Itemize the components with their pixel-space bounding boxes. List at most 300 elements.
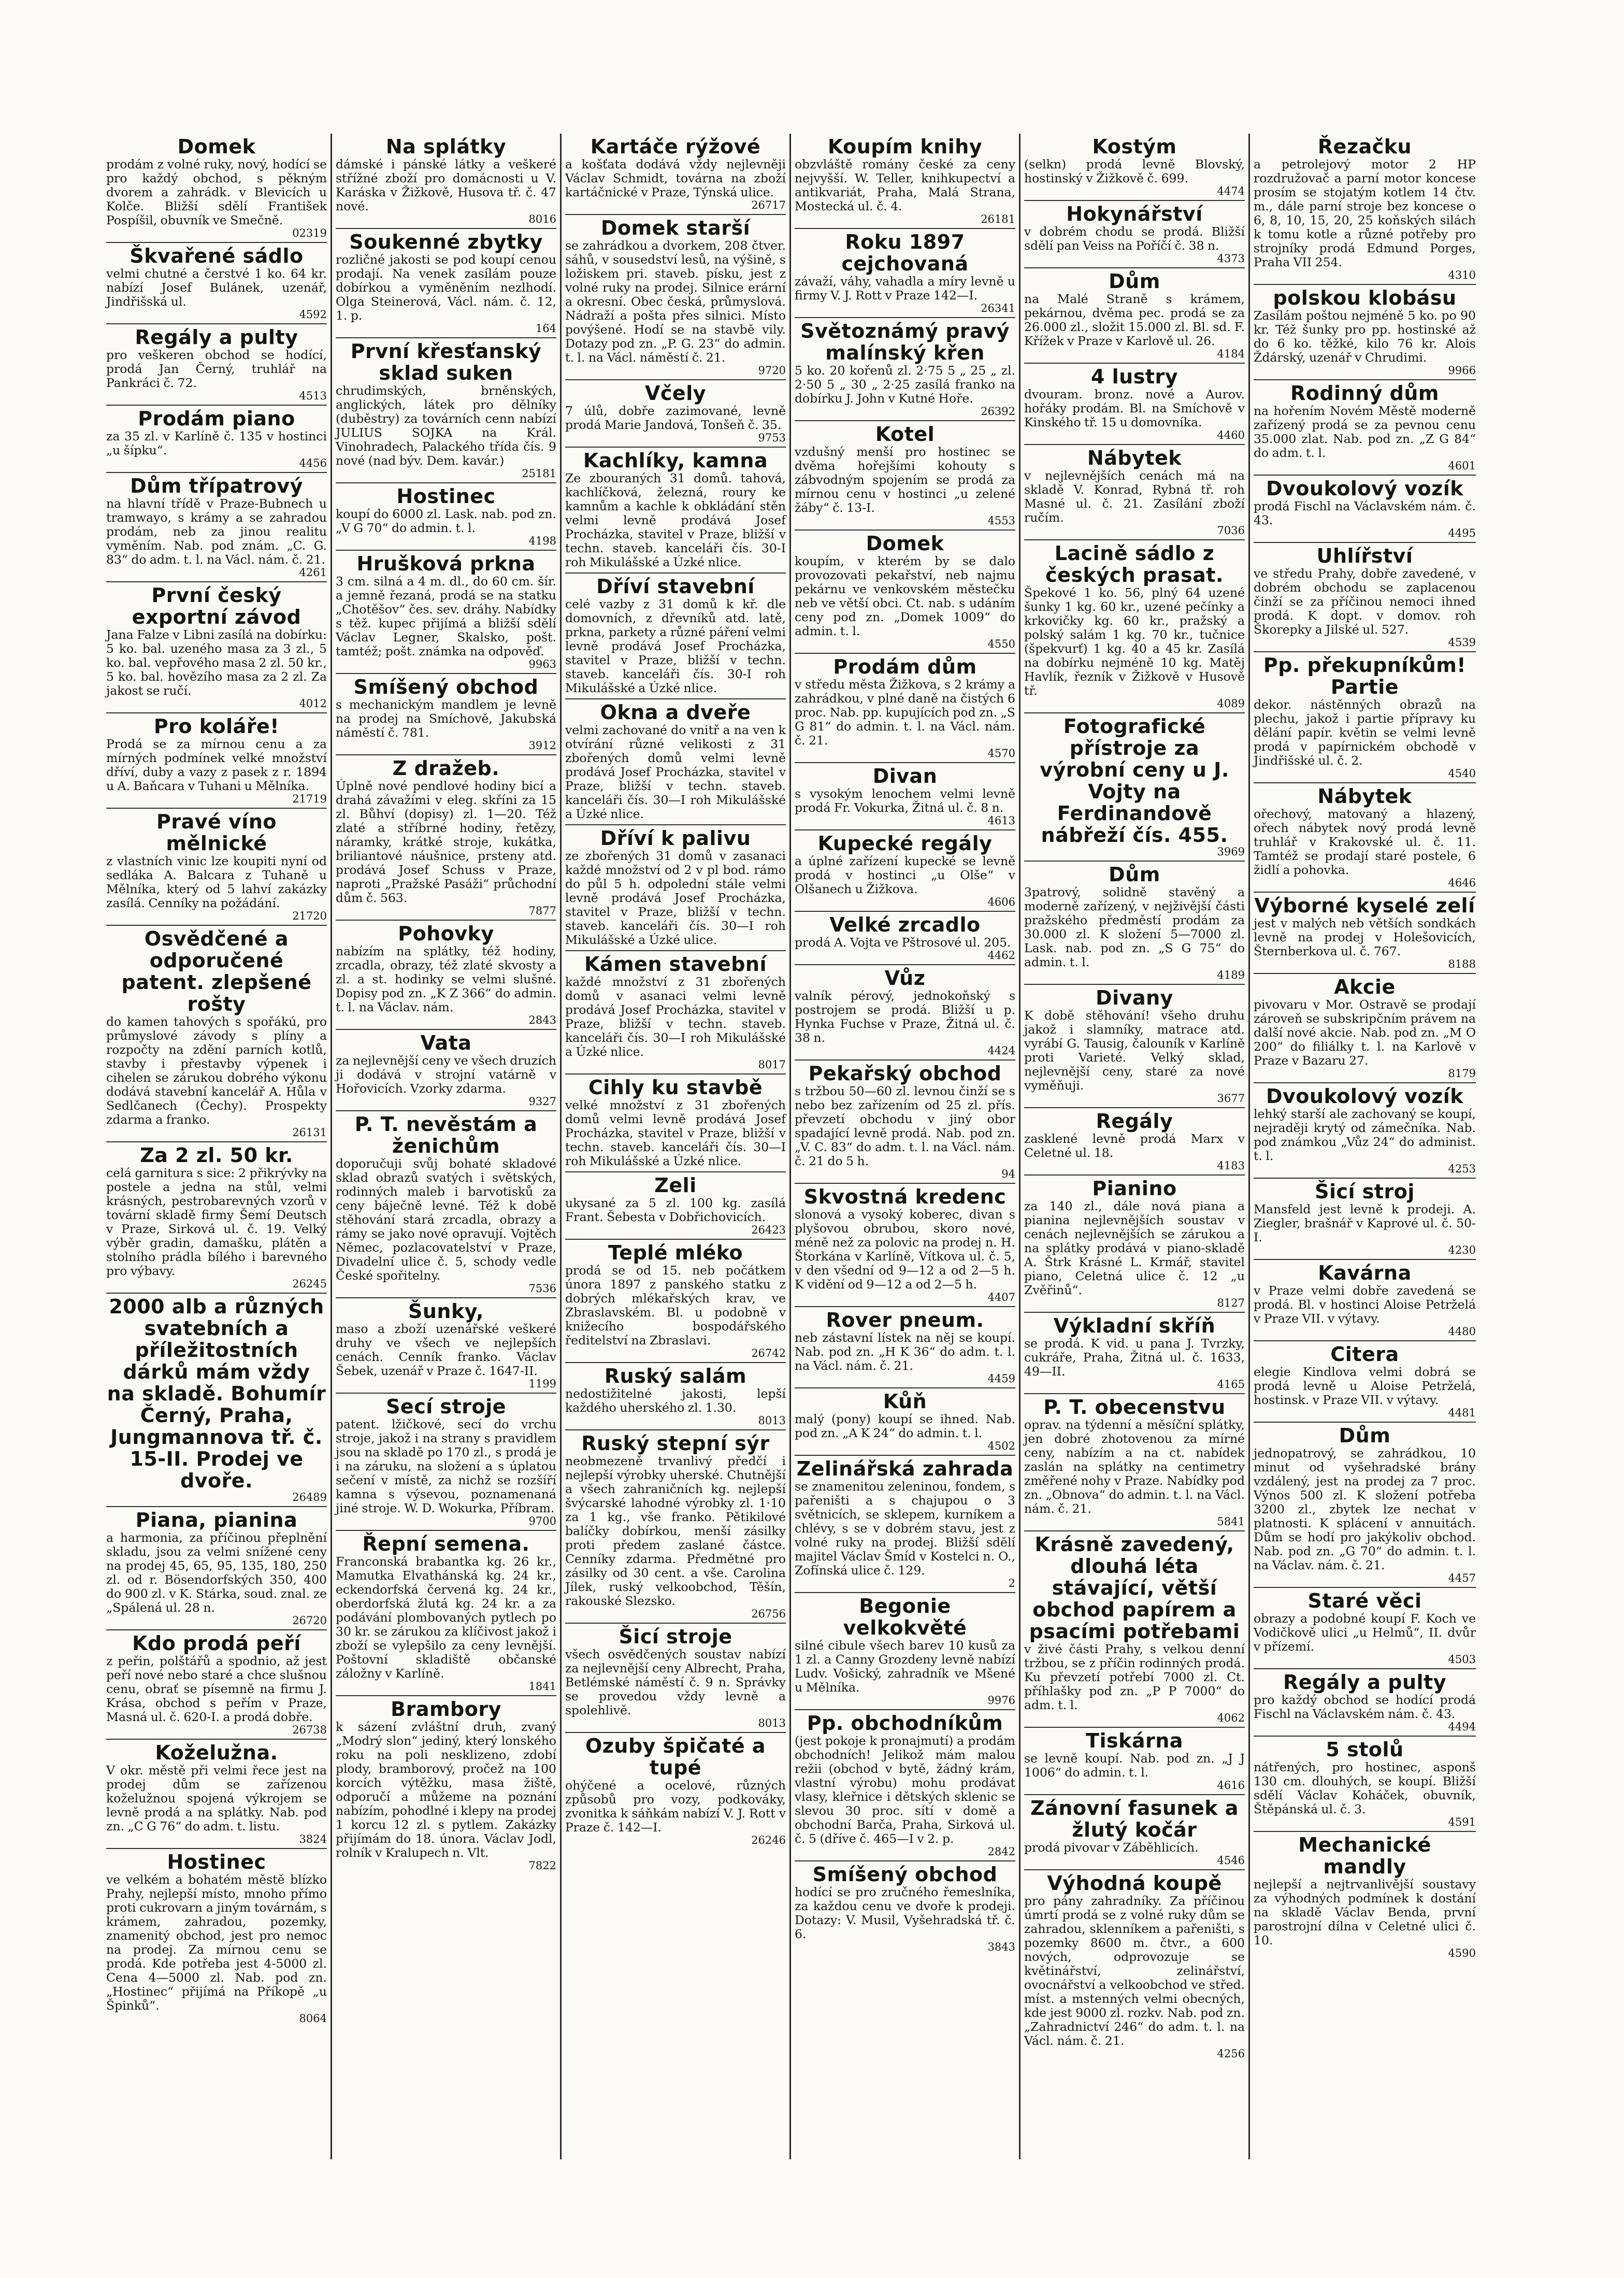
classified-ad	[106, 713, 327, 809]
ad-number: 4474	[1217, 185, 1245, 197]
classified-ad	[106, 1849, 327, 2027]
ad-text: hodící se pro zručného řemeslníka, za každou cenu ve dvoře k prodeji. Dotazy: V. Musil, Vyšehradská tř. č. 6.	[795, 1885, 1015, 1941]
ad-text: dvouram. bronz. nové a Aurov. hořáky prodám. Bl. na Smíchově v Kinského tř. 15 u domovníka.	[1024, 387, 1245, 429]
ad-text: z vlastních vinic lze koupiti nyní od sedláka A. Balcara z Tuhaně u Mělníka, který od 5 lahví zakázky zasílá. Cenníky na požádání.	[106, 854, 327, 910]
ad-number: 4503	[1448, 1653, 1476, 1666]
classified-ad	[336, 551, 556, 674]
classified-ad	[795, 1861, 1015, 1956]
ad-text: slonová a vysoký koberec, divan s plyšovou obrubou, skoro nové, méně než za polovic na prodej n. H. Štorkána v Karlíně, Vítkova ul. č. 5, v den všední od 9—12 a od 2—5 h. K vidění od 9—12 a od 2—5 h.	[795, 1207, 1015, 1292]
classified-ad	[336, 229, 556, 338]
ad-number: 4459	[987, 1372, 1015, 1385]
ad-text: pro pány zahradníky. Za příčinou úmrtí prodá se z volné ruky dům se zahradou, sklenníkem a pařeništi, s pozemky 8600 m. čtvr., a 600 nových, odprovozuje se květinářství, zelinářství, ovocnářství a velkoobchod ve střed. míst. a mstenných velmi obecných, kde jest 9000 zl. rozkv. Nab. pod zn. „Zahradnictví 246“ do adm. t. l. na Václ. nám. č. 21.	[1024, 1894, 1245, 2048]
ad-text: nedostižitelné jakosti, lepší každého uherského zl. 1.30.	[565, 1386, 786, 1415]
ad-text: se prodá. K vid. u pana J. Tvrzky, cukráře, Praha, Žitná ul. č. 1633, 49—II.	[1024, 1336, 1245, 1379]
ad-number: 02319	[292, 227, 327, 239]
ad-number: 4256	[1217, 2047, 1245, 2060]
ad-heading: Světoznámý pravý malínský křen	[800, 320, 1010, 364]
ad-text: Ze zbouraných 31 domů. tahová, kachlíčková, železná, roury ke kamnům a kachle k obkládání stěn velmi levně prodává Josef Procházka, stavitel v Praze, bližší v techn. staveb. kanceláři čís. 30-I roh Mikulášské a Úzké nlice.	[565, 471, 786, 569]
classified-ad	[1024, 364, 1245, 445]
classified-ad	[795, 912, 1015, 965]
classified-ad	[336, 1298, 556, 1394]
ad-text: všech osvědčených soustav nabízí za nejlevnější ceny Albrecht, Praha, Betlémské náměstí č. 9 n. Správky se provedou vždy levně a spolehlivě.	[565, 1647, 786, 1717]
ad-heading: Ozuby špičaté a tupé	[585, 1735, 766, 1779]
ad-heading: Smíšený obchod	[353, 676, 539, 698]
ad-number: 3843	[987, 1941, 1015, 1953]
ad-number: 4591	[1448, 1816, 1476, 1828]
ad-text: lehký starší ale zachovaný se koupí, nejraději krytý od zámečníka. Nab. pod známkou „Vůz 24“ do administ. t. l.	[1254, 1107, 1476, 1163]
ad-number: 26341	[981, 302, 1015, 314]
classified-ad	[1254, 1423, 1476, 1588]
ad-text: obzvláště romány české za ceny nejvyšší. W. Teller, knihkupectví a antikvariát, Praha, Malá Strana, Mostecká ul. č. 4.	[795, 157, 1015, 213]
ad-heading: Velké zrcadlo	[829, 913, 981, 936]
ad-number: 8013	[758, 1717, 786, 1729]
ad-heading: Zeli	[654, 1174, 697, 1197]
classified-ad	[106, 243, 327, 324]
ad-heading: Hokynářství	[1066, 203, 1203, 225]
ad-heading: Kartáče rýžové	[590, 135, 761, 158]
ad-heading: P. T. obecenstvu	[1043, 1396, 1226, 1419]
ad-column-2	[332, 134, 562, 2159]
classified-ad	[565, 1074, 786, 1172]
classified-ad	[1024, 985, 1245, 1108]
ad-heading: Ruský salám	[604, 1365, 747, 1387]
ad-number: 4546	[1217, 1854, 1245, 1867]
ad-heading: Roku 1897 cejchovaná	[841, 231, 969, 275]
ad-text: velmi chutné a čerstvé 1 ko. 64 kr. nabízí Josef Bulánek, uzenář, Jindřišská ul.	[106, 266, 327, 309]
ad-number: 4606	[987, 896, 1015, 908]
ad-number: 4198	[528, 535, 556, 547]
ad-text: celé vazby z 31 domů k kř. dle domovních, z dřevníků atd. latě, prkna, parkety a různé páření velmi levně prodává Josef Procházka, stavitel v Praze, bližší v techn. staveb. kanceláři čís. 30-I roh Mikulášské a Úzké nlice.	[565, 597, 786, 695]
classified-ad	[1024, 1313, 1245, 1394]
ad-text: jednopatrový, se zahrádkou, 10 minut od vyšehradské brány vzdálený, jest na prodej za 7 proc. Výnos 500 zl. K složení potřeba 3200 zl., zbytek lze nechat v platnosti. K splácení v annuitách. Dům se hodí pro jakýkoliv obchod. Nab. pod zn. „G 70“ do admin. t. l. na Václav. nám. č. 21.	[1254, 1446, 1476, 1572]
ad-heading: Nábytek	[1317, 785, 1412, 808]
ad-number: 26246	[751, 1834, 786, 1846]
ad-text: K době stěhování! všeho druhu jakož i slamníky, matrace atd. vyrábí G. Tausig, čalouník v Karlíně proti Varieté. Velký sklad, nejlevnější ceny, staré za nové vyměňuji.	[1024, 1008, 1245, 1093]
classified-ad	[565, 1240, 786, 1363]
classified-ad	[336, 134, 556, 229]
ad-text: 3patrový, solidně stavěný a moderně zařízený, v nejživější části pražského předměstí prodám za 30.000 zl. K složení 5—7000 zl. Lask. nab. pod zn. „S G 75“ do admin. t. l.	[1024, 885, 1245, 969]
ad-text: do kamen tahových s spořákú, pro průmyslové závody s plíny a rozpočty na zdění parních kotlů, stavby i přestavby výpenek i cihelen se zárukou dobrého výkonu dodává stavební kancelář A. Hůla v Sedlčanech (Čechy). Prospekty zdarma a franko.	[106, 1014, 327, 1127]
ad-heading: Domek	[177, 135, 256, 158]
ad-heading: Pohovky	[398, 922, 494, 945]
ad-text: v živé části Prahy, s velkou denní tržbou, se z příčin rodinných prodá. Ku převzetí potřebí 7000 zl. Ct. příhlašky pod zn. „P P 7000“ do adm. t. l.	[1024, 1642, 1245, 1712]
ad-heading: Rodinný dům	[1290, 382, 1440, 405]
classified-ad	[1024, 134, 1245, 201]
ad-number: 4373	[1217, 252, 1245, 265]
classified-ad	[565, 825, 786, 951]
ad-heading: Domek starší	[600, 217, 751, 239]
ad-heading: Divany	[1096, 986, 1173, 1009]
classified-ad	[1254, 783, 1476, 893]
classified-ad	[1024, 1176, 1245, 1313]
ad-text: prodá se od 15. neb počátkem února 1897 z panského statku z dobrých mlékařských krav, ve Zbraslavském. Bl. u podobně v knižecího bospodářského ředitelství na Zbraslavi.	[565, 1263, 786, 1348]
ad-heading: Kupecké regály	[817, 832, 993, 855]
ad-number: 4601	[1448, 460, 1476, 472]
ad-number: 4540	[1448, 767, 1476, 780]
ad-text: s mechanickým mandlem je levně na prodej na Smíchově, Jakubská náměstí č. 781.	[336, 697, 556, 740]
ad-text: ve středu Prahy, dobře zavedené, v dobrém obchodu se zaplacenou činží se za příčinou nemoci ihned prodá. K dopt. v domov. roh Škorepky a Jilské ul. 527.	[1254, 566, 1476, 637]
ad-text: a úplné zařízení kupecké se levně prodá v hostinci „u Olše“ v Olšanech u Žižkova.	[795, 854, 1015, 896]
classified-ad	[1024, 445, 1245, 540]
ad-heading: Secí stroje	[386, 1395, 506, 1418]
ad-number: 26720	[292, 1614, 327, 1627]
ad-text: prodám z volné ruky, nový, hodící se pro každý obchod, s pěkným dvorem a zahrádk. v Blevicích u Kolče. Bližší sdělí František Pospíšil, obuvník ve Smečně.	[106, 157, 327, 227]
ad-column-3	[562, 134, 791, 2159]
classified-ad	[106, 1630, 327, 1740]
ad-text: prodá Fischl na Václavském nám. č. 43.	[1254, 499, 1476, 527]
ad-number: 8064	[299, 2012, 327, 2025]
ad-text: za 35 zl. v Karlíně č. 135 v hostinci „u šípku“.	[106, 429, 327, 457]
ad-text: z peřin, polštářů a spodnio, až jest peří nové nebo staré a chce slušnou cenu, obrať se písemně na firmu J. Krása, obchod s peřím v Praze, Masná ul. č. 620-I. a prodá dobře.	[106, 1654, 327, 1724]
ad-number: 164	[535, 322, 556, 335]
ad-heading: Řepní semena.	[362, 1532, 530, 1555]
ad-number: 9720	[758, 364, 786, 377]
ad-number: 3677	[1217, 1092, 1245, 1105]
ad-text: s tržbou 50—60 zl. levnou činží se s nebo bez zařízením od 25 zl. přís. převzetí obchodu v jiný obor spadající levně prodá. Nab. pod zn. „V. C. 83“ do adm. t. l. na Václ. nám. č. 21 do 5 h.	[795, 1084, 1015, 1168]
classified-ad	[795, 965, 1015, 1061]
ad-number: 26717	[751, 199, 786, 211]
classified-ad	[795, 654, 1015, 763]
classified-ad	[1254, 1260, 1476, 1341]
ad-text: Zasílám poštou nejméně 5 ko. po 90 kr. Též šunky pro pp. hostinské až do 6 ko. těžké, kilo 76 kr. Alois Ždárský, uzenář v Chrudimi.	[1254, 308, 1476, 365]
ad-heading: Nábytek	[1087, 447, 1182, 469]
ad-heading: 4 lustry	[1090, 365, 1179, 388]
ad-heading: Teplé mléko	[608, 1241, 743, 1264]
ad-heading: Regály	[1096, 1110, 1173, 1133]
ad-text: maso a zboží uzenářské veškeré druhy ve všech ve nejlepších cenách. Cenník franko. Václav Šebek, uzenář v Praze č. 1647-II.	[336, 1322, 556, 1378]
ad-number: 4494	[1448, 1721, 1476, 1733]
ad-number: 4590	[1448, 1947, 1476, 1959]
ad-number: 8188	[1448, 958, 1476, 970]
ad-heading: Divan	[872, 765, 938, 787]
classified-ad	[565, 1430, 786, 1624]
ad-text: prodá pivovar v Záběhlicích.	[1024, 1840, 1199, 1855]
ad-number: 8017	[758, 1058, 786, 1071]
ad-number: 4613	[987, 814, 1015, 827]
ad-text: 3 cm. silná a 4 m. dl., do 60 cm. šír. a jemně řezaná, prodá se na statku „Chotěšov“ čes. sev. dráhy. Nabídky s těž. kupec přijímá a bližší sdělí Václav Legner, Skalsko, pošt. tamtéž; pošt. známka na odpověď.	[336, 574, 556, 658]
ad-heading: Rover pneum.	[826, 1309, 984, 1331]
classified-ad	[106, 1294, 327, 1507]
ad-heading: Regály a pulty	[1283, 1671, 1446, 1694]
ad-heading: Dům třípatrový	[130, 475, 303, 497]
ad-heading: Pp. obchodníkům	[807, 1712, 1003, 1735]
classified-ad	[106, 926, 327, 1142]
classified-ad	[1254, 543, 1476, 652]
ad-text: za nejlevnější ceny ve všech druzích ji dodává v strojní vatárně v Hořovicích. Vzorky zdarma.	[336, 1053, 556, 1096]
ad-heading: 2000 alb a různých svatebních a příležitostních dárků mám vždy na skladě. Bohumír Černý, Praha, Jungmannova tř. č. 15-II. Prodej ve dvoře.	[107, 1295, 326, 1492]
ad-number: 2842	[987, 1845, 1015, 1858]
ad-heading: Hrušková prkna	[356, 552, 536, 575]
ad-text: v Praze velmi dobře zavedená se prodá. Bl. v hostinci Aloise Petrželá v Praze VII. v výtavy.	[1254, 1283, 1476, 1326]
ad-text: Špekové 1 ko. 56, plný 64 uzené šunky 1 kg. 60 kr., uzené pečínky a krkovičky kg. 60 kr., pražský a polský salám 1 kg. 70 kr., tučnice (špekvurť) 1 kg. 40 a 45 kr. Zasílá na dobírku nejméně 10 kg. Matěj Havlík, řezník v Žižkově v Husově tř.	[1024, 585, 1245, 698]
ad-number: 4230	[1448, 1244, 1476, 1256]
classified-ad	[1024, 1870, 1245, 2062]
ad-text: nátřených, pro hostinec, asponš 130 cm. dlouhých, se koupí. Bližší sdělí Václav Koháček, obuvník, Štěpánská ul. č. 3.	[1254, 1760, 1476, 1816]
classified-ad	[1254, 134, 1476, 285]
classified-ad	[565, 380, 786, 448]
ad-heading: Brambory	[391, 1698, 501, 1721]
classified-ad	[336, 1030, 556, 1111]
ad-heading: Osvědčené a odporučené patent. zlepšené rošty	[121, 927, 312, 1015]
ad-heading: Dům	[1109, 863, 1160, 886]
ad-text: ukysané za 5 zl. 100 kg. zasílá Frant. Šebesta v Dobřichovicích.	[565, 1196, 786, 1224]
ad-text: nejlepší a nejtrvanlivější soustavy za výhodných podmínek k dostání na skladě Václav Benda, první parostrojní dílna v Celetné ulici č. 10.	[1254, 1877, 1476, 1947]
classified-ad	[1254, 1341, 1476, 1423]
classified-ad	[1024, 540, 1245, 713]
ad-text: pro veškeren obchod se hodící, prodá Jan Černý, truhlář na Pankráci č. 72.	[106, 348, 327, 390]
ad-text: jest v malých neb větších sondkách levně na prodej v Holešovicích, Šternberkova ul. č. 767.	[1254, 916, 1476, 958]
ad-text: v nejlevnějších cenách má na skladě V. Konrad, Rybná tř. roh Masné ul. č. 21. Zasílání zboží ručím.	[1024, 468, 1245, 525]
ad-heading: Hostinec	[396, 485, 496, 508]
ad-text: doporučuji svůj bohaté skladové sklad obrazů svatých i světských, rodinných maleb i barvotisků za ceny báječně levné. Též k době stěhování stará zrcadla, obrazy a rámy se jako nové opravují. Vojtěch Němec, pozlacovatelství v Praze, Divadelní ulice č. 5, schody vedle České spořitelny.	[336, 1156, 556, 1283]
ad-text: závaží, váhy, vahadla a míry levně u firmy V. J. Rott v Praze 142—I.	[795, 274, 1015, 303]
ad-text: V okr. městě při velmi řece jest na prodej dům se zařízenou koželužnou spojená výkrojem se levně prodá a na splátky. Nab. pod zn. „C G 76“ do adm. t. listu.	[106, 1763, 327, 1833]
ad-number: 4616	[1217, 1779, 1245, 1792]
ad-text: s vysokým lenochem velmi levně prodá Fr. Vokurka, Žitná ul. č. 8 n.	[795, 786, 1015, 815]
ad-column-5	[1021, 134, 1250, 2159]
ad-heading: 5 stolů	[1326, 1738, 1404, 1761]
ad-heading: Výkladní skříň	[1053, 1314, 1216, 1337]
ad-number: 4165	[1217, 1378, 1245, 1391]
ad-heading: Dříví k palivu	[600, 827, 751, 850]
ad-text: vzdušný menší pro hostinec se dvěma hořejšími kohouty s zábvodným spojením se prodá za mírnou cenu v hostinci „u zelené žáby“ č. 13-I.	[795, 445, 1015, 515]
ad-number: 7822	[528, 1859, 556, 1872]
classified-ad	[1024, 862, 1245, 985]
ad-number: 5841	[1217, 1515, 1245, 1528]
ad-number: 3969	[1217, 846, 1245, 858]
classified-ad	[795, 1307, 1015, 1388]
ad-heading: Soukenné zbytky	[349, 231, 543, 253]
classified-ad	[336, 755, 556, 921]
ad-heading: Dům	[1339, 1424, 1391, 1447]
ad-text: 7 úlů, dobře zazimované, levně prodá Marie Jandová, Tonšeň č. 35.	[565, 404, 786, 432]
ad-text: dámské i pánské látky a veškeré střížné zboží pro domácnosti u V. Karáska v Žižkově, Husova tř. č. 47 nové.	[336, 157, 556, 213]
ad-number: 4495	[1448, 527, 1476, 539]
ad-text: pro každý obchod se hodící prodá Fischl na Václavském nám. č. 43.	[1254, 1693, 1476, 1721]
ad-text: chrudimských, brněnských, anglických, látek pro dělníky (duběstry) za továrních cenn nabízí JULIUS SOJKA na Král. Vinohradech, Palackého třída čís. 9 nové (nad býv. Dem. kavár.)	[336, 383, 556, 468]
ad-heading: Domek	[866, 532, 944, 555]
ad-text: koupí do 6000 zl. Lask. nab. pod zn. „V G 70“ do admin. t. l.	[336, 507, 556, 535]
ad-heading: P. T. nevěstám a ženichům	[354, 1113, 538, 1157]
ad-number: 26392	[981, 405, 1015, 418]
classified-ad	[565, 215, 786, 380]
classified-ad	[336, 483, 556, 551]
ad-heading: Regály a pulty	[135, 326, 298, 349]
classified-ad	[106, 473, 327, 582]
classified-ad	[565, 1733, 786, 1849]
ad-heading: Výborné kyselé zelí	[1254, 894, 1475, 917]
ad-heading: Z dražeb.	[392, 757, 500, 780]
classified-ad	[1254, 1737, 1476, 1832]
ad-heading: Okna a dveře	[600, 701, 751, 724]
ad-text: Franconská brabantka kg. 26 kr., Mamutka Elvathánská kg. 24 kr., eckendorfská červená kg. 24 kr., oberdorfská žlutá kg. 24 kr. a za podávání plombovaných pytlech po 30 kr. se zárukou za klíčivost jakož i zboží se vylepšilo za ceny levnější. Poštovní skladiště občanské záložny v Karlíně.	[336, 1554, 556, 1681]
ad-number: 2	[1008, 1577, 1015, 1589]
ad-number: 9753	[758, 432, 786, 444]
classified-ad	[1254, 1669, 1476, 1737]
ad-number: 26756	[751, 1608, 786, 1620]
ad-heading: Krásně zavedený, dlouhá léta stávající, větší obchod papírem a psacími potřebami	[1029, 1533, 1240, 1643]
ad-text: na hořením Novém Městě moderně zařízený prodá se za pevnou cenu 35.000 zlat. Nab. pod zn. „Z G 84“ do adm. t. l.	[1254, 404, 1476, 460]
ad-text: malý (pony) koupí se ihned. Nab. pod zn. „A K 24“ do admin. t. l.	[795, 1412, 1015, 1440]
classified-ad	[106, 582, 327, 713]
ad-number: 8179	[1448, 1067, 1476, 1080]
ad-heading: Cihly ku stavbě	[588, 1076, 763, 1099]
ad-column-1	[103, 134, 332, 2159]
ad-number: 26181	[981, 213, 1015, 225]
ad-column-6	[1250, 134, 1479, 2159]
ad-heading: Vůz	[884, 967, 926, 990]
classified-ad	[106, 1142, 327, 1294]
classified-ad	[1024, 268, 1245, 364]
classified-ad	[1254, 652, 1476, 783]
classified-ad	[1254, 974, 1476, 1083]
ad-heading: Tiskárna	[1086, 1729, 1183, 1752]
ad-heading: Včely	[644, 382, 706, 405]
ad-number: 4513	[299, 390, 327, 402]
ad-text: koupím, v kterém by se dalo provozovati pekařství, neb najmu pekárnu ve venkovském městečku neb ve větší obci. Ct. nab. s udáním ceny pod zn. „Domek 1009“ do admin. t. l.	[795, 554, 1015, 638]
classified-ad	[565, 699, 786, 825]
ad-number: 3824	[299, 1833, 327, 1845]
ad-number: 4480	[1448, 1325, 1476, 1338]
ad-number: 8013	[758, 1414, 786, 1427]
ad-text: rozličné jakosti se pod koupí cenou prodají. Na venek zasílám pouze dobírkou a vyměněním nezlhodí. Olga Steinerová, Václ. nám. č. 12, 1. p.	[336, 252, 556, 323]
ad-number: 4261	[299, 566, 327, 579]
classified-ad	[106, 406, 327, 473]
classified-ad	[565, 448, 786, 574]
classified-ad	[336, 1531, 556, 1696]
ad-text: zasklené levně prodá Marx v Celetné ul. 18.	[1024, 1131, 1245, 1160]
ad-heading: Vata	[420, 1031, 472, 1054]
classified-ad	[795, 1456, 1015, 1593]
ad-heading: Kdo prodá peří	[132, 1632, 301, 1655]
ad-text: (jest pokoje k pronajmutí) a prodám obchodních! Jelikož mám malou režii (obchod v bytě, žádný krám, vlastní výrobu) mohu prodávat vlasy, kleřnice i dětských sklenic se slevou 30 proc. sítí v domě a obchodní Barča, Praha, Sirková ul. č. 5 (dříve č. 465—I v 2. p.	[795, 1733, 1015, 1846]
ad-heading: Za 2 zl. 50 kr.	[140, 1144, 293, 1167]
ad-heading: Begonie velkokvěté	[843, 1595, 967, 1639]
ad-text: elegie Kindlova velmi dobrá se prodá levně u Aloise Petrželá, hostinsk. v Praze VII. v výtavy.	[1254, 1365, 1476, 1407]
classified-ad	[336, 1696, 556, 1874]
ad-number: 4481	[1448, 1407, 1476, 1419]
ad-text: se znamenitou zeleninou, fondem, s pařeništi a s chajupou o 3 světnicích, se sklepem, kurníkem a chlévy, s se v dobrém stavu, jest z volné ruky na prodej. Bližší sdělí majitel Václav Šmíd v Kostelci n. O., Zofínská ulice č. 129.	[795, 1479, 1015, 1578]
ad-number: 21719	[292, 793, 327, 805]
ad-text: každé množství z 31 zbořených domů v asanaci velmi levně prodává Josef Procházka, stavitel v Praze, bližší v techn. staveb. kanceláři čís. 30—I roh Mikulášské a Úzké nlice.	[565, 975, 786, 1059]
classified-ad	[106, 134, 327, 243]
classified-ad	[1024, 1795, 1245, 1870]
ad-heading: Staré věci	[1307, 1589, 1422, 1612]
ad-text: valník pérový, jednokoňský s postrojem se prodá. Bližší u p. Hynka Fuchse v Praze, Žitná ul. č. 38 n.	[795, 988, 1015, 1045]
ad-number: 4062	[1217, 1712, 1245, 1724]
ad-heading: Prodám piano	[138, 407, 295, 430]
classified-ad	[1254, 380, 1476, 476]
ad-text: 5 ko. 20 kořenů zl. 2·75 5 „ 25 „ zl. 2·50 5 „ 30 „ 2·25 zasílá franko na dobírku J. John v Kutné Hoře.	[795, 363, 1015, 406]
ad-text: pivovaru v Mor. Ostravě se prodají zároveň se subskripčním právem na další nové akcie. Nab. pod zn. „M O 200“ do filiálky t. l. na Karlově v Praze v Bazaru 27.	[1254, 997, 1476, 1068]
ad-heading: Kachlíky, kamna	[583, 449, 768, 472]
classified-ad	[565, 1624, 786, 1733]
ad-number: 9700	[528, 1515, 556, 1527]
ad-heading: Lacině sádlo z českých prasat.	[1045, 542, 1224, 586]
ad-heading: Dvoukolový vozík	[1266, 1085, 1464, 1108]
classified-ad	[1254, 1083, 1476, 1179]
ad-heading: Mechanické mandly	[1298, 1833, 1431, 1878]
ad-text: v dobrém chodu se prodá. Bližší sdělí pan Veiss na Poříčí č. 38 n.	[1024, 224, 1245, 253]
classified-ad	[1254, 1179, 1476, 1260]
ad-heading: Kotel	[875, 423, 935, 446]
ad-heading: Dvoukolový vozík	[1266, 477, 1464, 500]
ad-number: 2843	[528, 1014, 556, 1026]
ad-heading: Šunky,	[408, 1300, 484, 1323]
ad-number: 4183	[1217, 1159, 1245, 1172]
ad-heading: Koupím knihy	[827, 135, 983, 158]
ad-number: 4457	[1448, 1572, 1476, 1584]
classified-ad	[1024, 1394, 1245, 1531]
ad-text: neobmezeně trvanlivý předčí i nejlepší výrobky uherské. Chutnější a všech zahraničních kg. nejlepší švýcarské lahodné výrobky zl. 1·10 za 1 kg., vše franko. Pětikilové balíčky dobírkou, menší zásilky proti předem zaslané částce. Cenníky zdarma. Předmětné pro zásilky od 30 cent. a vše. Carolina Jílek, ruský velkoobchod, Těšín, rakouské Slezsko.	[565, 1454, 786, 1608]
classified-ad	[336, 338, 556, 483]
ad-number: 9976	[987, 1694, 1015, 1707]
ad-heading: První křesťanský sklad suken	[350, 340, 542, 384]
ad-text: ohýčené a ocelové, různých způsobů pro vozy, podkováky, zvonitka k sáňkám nabízí V. J. Rott v Praze č. 142—I.	[565, 1778, 786, 1835]
classified-ad	[795, 1710, 1015, 1861]
ad-heading: Výhodná koupě	[1047, 1872, 1222, 1895]
ad-number: 26742	[751, 1347, 786, 1359]
ad-heading: Kámen stavební	[584, 953, 767, 976]
ad-heading: Skvostná kredenc	[803, 1185, 1007, 1208]
ad-number: 9966	[1448, 364, 1476, 377]
ad-text: (selkn) prodá levně Blovský, hostinský v Žižkově č. 699.	[1024, 157, 1245, 185]
ad-text: Mansfeld jest levně k prodeji. A. Ziegler, brašnář v Kaprové ul. č. 50-I.	[1254, 1202, 1476, 1244]
classified-ad	[795, 1184, 1015, 1307]
ad-text: dekor. nástěnných obrazů na plechu, jakož i partie přípravy ku dělání papír. květin se velmi levně prodá v papírnickém obchodě v Jindřišské ul. č. 2.	[1254, 697, 1476, 768]
classified-ad	[336, 674, 556, 755]
ad-number: 4407	[987, 1291, 1015, 1303]
ad-number: 3912	[528, 739, 556, 752]
ad-heading: Piana, pianina	[135, 1509, 298, 1531]
ad-number: 26131	[292, 1126, 327, 1139]
ad-column-4	[791, 134, 1021, 2159]
ad-number: 8016	[528, 213, 556, 225]
ad-text: a košťata dodává vždy nejlevněji Václav Schmidt, továrna na zboží kartáčnické v Praze, Týnská ulice.	[565, 157, 786, 199]
ad-text: ořechový, matovaný a hlazený, ořech nábytek nový prodá levně truhlář v Krakovské ul. č. 11. Tamtéž se prodají staré postele, 6 židlí a pohovka.	[1254, 807, 1476, 877]
ad-heading: Kostým	[1092, 135, 1177, 158]
ad-heading: Dům	[1109, 270, 1160, 293]
ad-text: a petrolejový motor 2 HP rozdružovač a parní motor koncese prosím se stojatým kotlem 14 čtv. m., dále parní stroje bez koncese o 6, 8, 10, 15, 20, 25 koňských silách k tomu kotle a různé potřeby pro strojníky prodá Edmund Porges, Praha VII 254.	[1254, 157, 1476, 269]
ad-number: 4553	[987, 514, 1015, 527]
ad-heading: Kavárna	[1318, 1262, 1412, 1284]
ad-text: celá garnitura s sice: 2 přikrývky na postele a jedna na stůl, velmi krásných, pestrobarevných vzorů v tovární skladě firmy Šemí Deutsch v Praze, Sirková ul. č. 19. Velký výběr gradin, damašku, plátěn a stolního prádla bílého i barevného pro výbavy.	[106, 1166, 327, 1278]
ad-text: Prodá se za mírnou cenu a za mírných podmínek velké množství dříví, duby a vazy z pasek z r. 1894 u A. Baňcara v Tuhani u Mělníka.	[106, 737, 327, 793]
ad-text: se levně koupí. Nab. pod zn. „J J 1006“ do admin. t. l.	[1024, 1751, 1245, 1780]
ad-heading: První český exportní závod	[132, 584, 301, 628]
ad-text: nabízím na splátky, též hodiny, zrcadla, obrazy, též zlaté skvosty a zl. a st. hodinky se velmi slušné. Dopisy pod zn. „K Z 366“ do admin. t. l. na Václav. nám.	[336, 944, 556, 1014]
ad-text: ze zbořených 31 domů v zasanaci každé množství od 2 v pl bod. rámo do půl 5 h. odpolední stále velmi levně prodává Josef Procházka, stavitel v Praze, bližší v techn. staveb. kanceláři čís. 30—I roh Mikulášské a Úzké ulice.	[565, 849, 786, 947]
ad-heading: Pravé víno mělnické	[156, 810, 277, 855]
classified-ad	[795, 830, 1015, 912]
ad-number: 1841	[528, 1680, 556, 1693]
ad-number: 26423	[751, 1224, 786, 1236]
ad-heading: Uhlířství	[1316, 545, 1413, 567]
ad-text: neb zástavní lístek na něj se koupí. Nab. pod zn. „H K 36“ do adm. t. l. na Václ. nám. č. 21.	[795, 1330, 1015, 1373]
classified-ad	[1254, 1588, 1476, 1669]
ad-number: 9327	[528, 1095, 556, 1108]
ad-number: 4646	[1448, 877, 1476, 889]
ad-heading: Akcie	[1334, 976, 1396, 998]
ad-number: 26738	[292, 1724, 327, 1736]
classified-ad	[1254, 893, 1476, 974]
classified-ad	[795, 1593, 1015, 1710]
ad-heading: Pp. překupníkům! Partie	[1263, 654, 1467, 698]
classified-ad	[795, 318, 1015, 421]
newspaper-page	[103, 134, 1527, 2159]
classified-ad	[795, 421, 1015, 531]
ad-text: k sázení zvláštní druh, zvaný „Modrý slon“ jediný, který lonského roku na poli nesklizeno, zdobí plody, bramborový, pročež na 100 korcích výtěžku, masa žiště, odporučí a můžeme na poznání nabízím, pohodlné i klepy na prodej 1 korcu 12 zl. s pytlem. Zakázky přijímám do 18. února. Václav Jodl, rolník v Kralupech n. Vlt.	[336, 1720, 556, 1860]
